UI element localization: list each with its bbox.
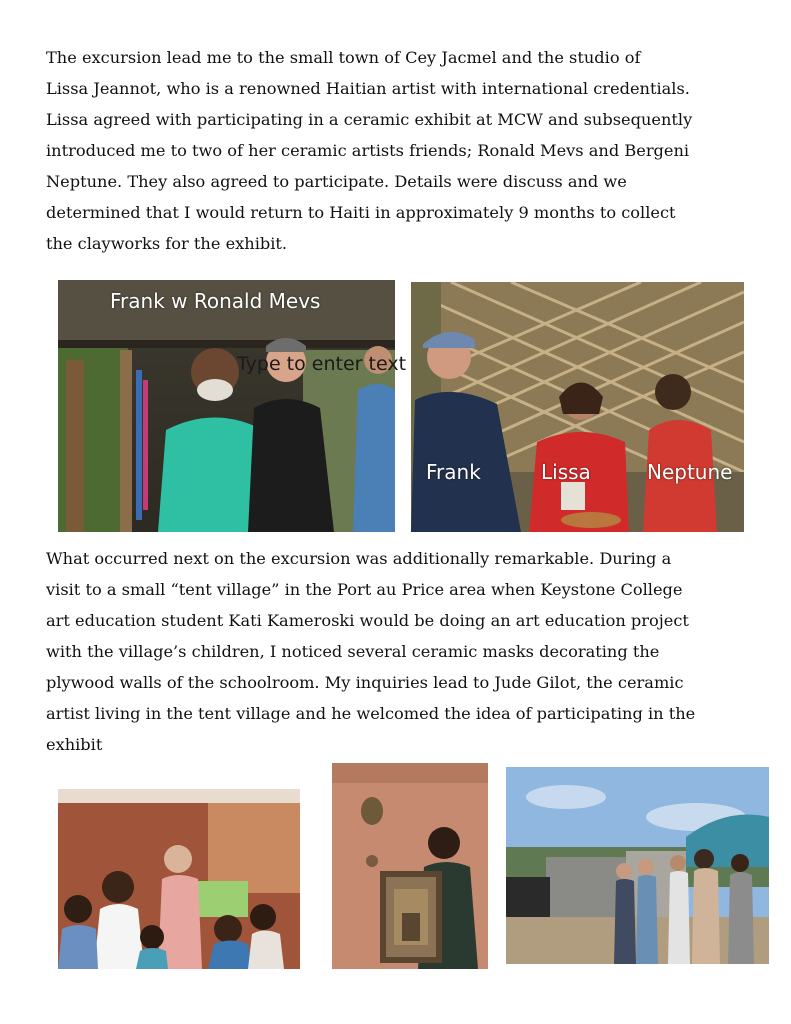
photo-caption-lissa: Lissa [541, 460, 591, 484]
photo-schoolroom-children [58, 789, 300, 969]
paragraph-tent-village: What occurred next on the excursion was additionally remarkable. During a visit to a small “tent village” in the Port au Price area when Keystone College art education student Kati Kameroski would be doing an art education project with the village’s children, I noticed several ceramic masks decorating the plywood walls of the schoolroom. My inquiries lead to Jude Gilot, the ceramic artist living in the tent village and he welcomed the idea of participating in the exhibit [46, 549, 696, 754]
photo-tent-village [506, 767, 769, 964]
photo-caption-neptune: Neptune [647, 460, 733, 484]
photo-man-with-ceramic [332, 763, 488, 969]
photo-frank-ronald-mevs [58, 280, 395, 532]
photo-caption-frank: Frank [426, 460, 481, 484]
paragraph-excursion-jacmel: The excursion lead me to the small town of Cey Jacmel and the studio of Lissa Jeannot, who is a renowned Haitian artist with international credentials. Lissa agreed with participating in a ceramic exhibit at MCW and subsequently introduced me to two of her ceramic artists friends; Ronald Mevs and Bergeni Neptune. They also agreed to participate. Details were discuss and we determined that I would return to Haiti in approximately 9 months to collect the clayworks for the exhibit. [46, 48, 693, 253]
photo-frank-lissa-neptune [411, 282, 744, 532]
placeholder-text-box[interactable]: Type to enter text [237, 353, 407, 375]
photo-caption-frank-ronald: Frank w Ronald Mevs [110, 289, 321, 313]
